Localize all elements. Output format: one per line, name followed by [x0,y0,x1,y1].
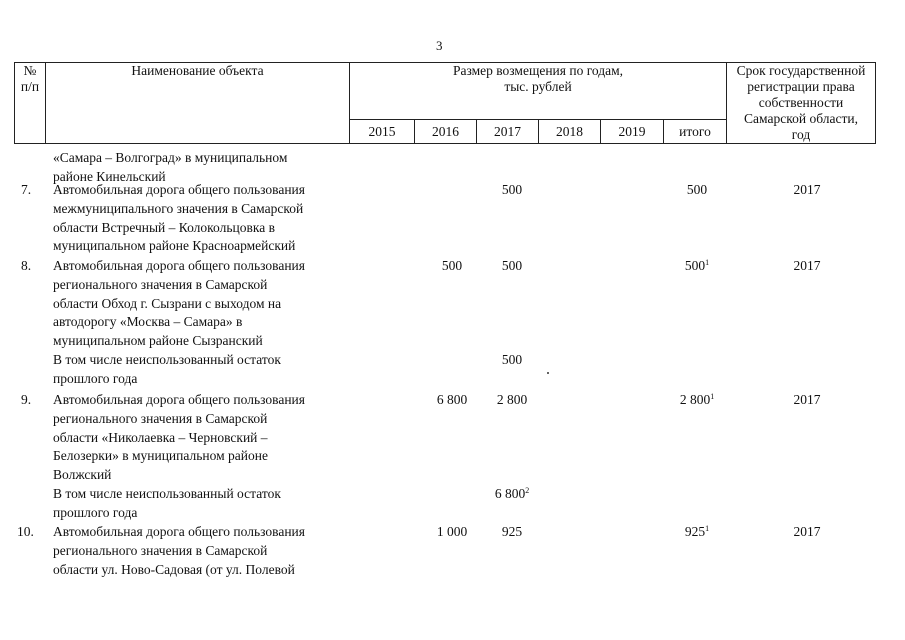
object-name-line: Белозерки» в муниципальном районе [53,448,268,464]
object-name-line: В том числе неиспользованный остаток [53,486,281,501]
header-year-2015: 2015 [350,120,415,144]
cell-v2016: 500 [441,258,463,273]
cell-v2017: 2 800 [496,392,528,407]
object-name-line: Автомобильная дорога общего пользования [53,524,305,539]
header-term: Срок государственной регистрации права собственности Самарской области, год [727,63,876,144]
footnote-marker: 1 [710,392,715,401]
footnote-marker: 2 [525,486,530,495]
object-name-line: Автомобильная дорога общего пользования [53,182,305,197]
page-number: 3 [436,38,443,53]
cell-term: 2017 [793,258,821,273]
row-number: 9. [21,392,32,407]
cell-total: $500^1$ [684,258,710,273]
object-name-line: области ул. Ново-Садовая (от ул. Полевой [53,561,295,577]
object-name-line: муниципальном районе Красноармейский [53,238,296,254]
cell-v2017: 500 [501,258,523,273]
object-name-line: межмуниципального значения в Самарской [53,200,304,216]
header-year-2016: 2016 [415,120,477,144]
object-name-line: автодорогу «Москва – Самара» в [53,314,243,330]
cell-v2017: 6 $800^2$ [494,486,530,501]
object-name-line: регионального значения в Самарской [53,276,268,292]
object-name-line: области Встречный – Колокольцовка в [53,219,275,235]
object-name-line: районе Кинельский [53,168,166,184]
table-header [14,62,876,144]
object-name-line: области «Николаевка – Черновский – [53,429,268,445]
cell-term: 2017 [793,392,821,407]
object-name-line: прошлого года [53,370,138,386]
cell-total: 2 $800^1$ [679,392,715,407]
object-name-line: Автомобильная дорога общего пользования [53,258,305,273]
header-year-2017: 2017 [477,120,539,144]
object-name-line: области Обход г. Сызрани с выходом на [53,295,282,311]
cell-v2017: 925 [501,524,523,539]
cell-v2016: 6 800 [436,392,468,407]
object-name-line: регионального значения в Самарской [53,410,268,426]
object-name-line: муниципальном районе Сызранский [53,333,263,349]
footnote-marker: 1 [705,258,710,267]
header-year-2018: 2018 [539,120,601,144]
cell-total: $925^1$ [684,524,710,539]
cell-term: 2017 [793,182,821,197]
header-year-total: итого [664,120,727,144]
object-name-line: прошлого года [53,504,138,520]
object-name-line: Автомобильная дорога общего пользования [53,392,305,407]
header-amount: Размер возмещения по годам, тыс. рублей [350,63,727,120]
header-year-2019: 2019 [601,120,664,144]
row-number: 8. [21,258,32,273]
cell-term: 2017 [793,524,821,539]
row-number: 7. [21,182,32,197]
object-name-line: Волжский [53,467,112,483]
object-name-line: регионального значения в Самарской [53,542,268,558]
header-num: № п/п [15,63,46,144]
header-name: Наименование объекта [46,63,350,144]
cell-v2017: 500 [501,352,523,367]
object-name-line: «Самара – Волгоград» в муниципальном [53,150,288,165]
footnote-marker: 1 [705,524,710,533]
stray-dot [547,372,549,374]
cell-v2016: 1 000 [436,524,468,539]
object-name-line: В том числе неиспользованный остаток [53,352,281,367]
cell-total: 500 [686,182,708,197]
row-number: 10. [17,524,34,539]
cell-v2017: 500 [501,182,523,197]
